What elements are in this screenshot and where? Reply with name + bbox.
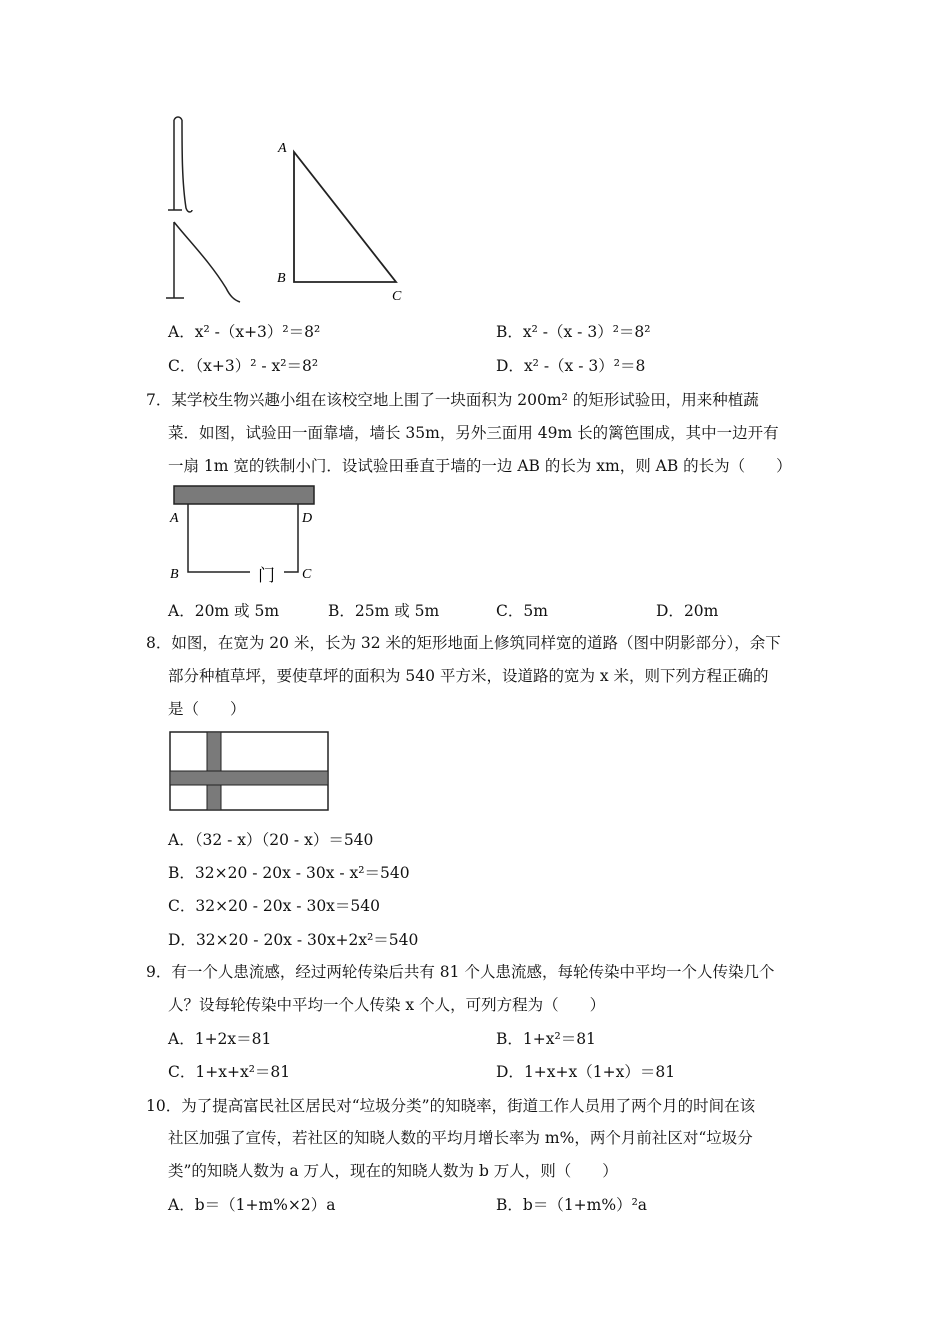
option-text: x² -（x+3）²＝8² bbox=[194, 323, 321, 341]
q6-option-b[interactable] bbox=[496, 320, 651, 342]
option-text: 1+x+x（1+x）＝81 bbox=[523, 1063, 676, 1081]
q6-option-c[interactable] bbox=[168, 354, 318, 376]
q8-stem-line3: 是（ ） bbox=[168, 700, 246, 718]
q7-option-c[interactable] bbox=[496, 599, 548, 621]
q6-option-d[interactable] bbox=[496, 354, 645, 376]
q7-stem-line3: 一扇 1m 宽的铁制小门．设试验田垂直于墙的一边 AB 的长为 xm，则 AB 的长为（ ） bbox=[168, 457, 792, 475]
q10-stem-line1 bbox=[146, 1094, 755, 1116]
q10-stem-line2: 社区加强了宣传，若社区的知晓人数的平均月增长率为 m%，两个月前社区对“垃圾分 bbox=[168, 1129, 753, 1147]
q8-option-c[interactable] bbox=[168, 894, 380, 916]
q10-stem-line3: 类”的知晓人数为 a 万人，现在的知晓人数为 b 万人，则（ ） bbox=[168, 1162, 618, 1180]
door-label: 门 bbox=[258, 566, 275, 585]
option-text: 1+2x＝81 bbox=[194, 1030, 272, 1048]
q8-option-d[interactable] bbox=[168, 928, 418, 950]
label-b: B bbox=[170, 567, 179, 582]
q8-figure bbox=[168, 730, 332, 814]
question-number: 10． bbox=[146, 1097, 182, 1115]
label-a: A bbox=[170, 511, 179, 526]
label-d: D bbox=[302, 511, 313, 526]
option-text: （x+3）² - x²＝8² bbox=[195, 357, 319, 375]
option-text: 32×20 - 20x - 30x - x²＝540 bbox=[194, 864, 410, 882]
q8-stem-line2: 部分种植草坪，要使草坪的面积为 540 平方米，设道路的宽为 x 米，则下列方程正确的 bbox=[168, 667, 769, 685]
q9-option-a[interactable] bbox=[168, 1027, 271, 1049]
option-text: 20m bbox=[683, 602, 719, 620]
question-number: 7． bbox=[146, 391, 172, 409]
option-letter: C． bbox=[168, 897, 196, 915]
option-letter: C． bbox=[496, 602, 524, 620]
option-text: 5m bbox=[523, 602, 548, 620]
option-letter: A． bbox=[168, 831, 195, 849]
q8-option-a[interactable] bbox=[168, 828, 373, 850]
q7-stem-line2: 菜．如图，试验田一面靠墙，墙长 35m，另外三面用 49m 长的篱笆围成，其中一边开有 bbox=[168, 424, 779, 442]
q7-figure bbox=[164, 484, 324, 586]
option-letter: C． bbox=[168, 1063, 196, 1081]
q6-figure bbox=[160, 112, 420, 308]
option-letter: D． bbox=[496, 1063, 524, 1081]
q9-option-d[interactable] bbox=[496, 1060, 675, 1082]
road-horizontal bbox=[170, 771, 328, 785]
q10-option-a[interactable] bbox=[168, 1193, 336, 1215]
question-text: 有一个人患流感，经过两轮传染后共有 81 个人患流感，每轮传染中平均一个人传染几个 bbox=[171, 963, 775, 981]
question-number: 8． bbox=[146, 634, 172, 652]
label-c: C bbox=[302, 567, 312, 582]
option-text: 20m 或 5m bbox=[194, 602, 280, 620]
option-text: 1+x²＝81 bbox=[522, 1030, 596, 1048]
option-letter: D． bbox=[656, 602, 684, 620]
option-text: 25m 或 5m bbox=[354, 602, 440, 620]
option-letter: A． bbox=[168, 602, 195, 620]
q7-option-b[interactable] bbox=[328, 599, 439, 621]
q7-stem-line1 bbox=[146, 388, 759, 410]
option-text: （32 - x）（20 - x）＝540 bbox=[194, 831, 374, 849]
wall bbox=[174, 486, 314, 504]
label-c: C bbox=[392, 289, 402, 304]
question-number: 9． bbox=[146, 963, 172, 981]
fence-left bbox=[188, 504, 250, 572]
option-text: 32×20 - 20x - 30x＝540 bbox=[195, 897, 381, 915]
q9-stem-line1 bbox=[146, 960, 774, 982]
option-text: x² -（x - 3）²＝8² bbox=[522, 323, 651, 341]
q9-option-b[interactable] bbox=[496, 1027, 596, 1049]
label-b: B bbox=[277, 271, 286, 286]
option-letter: B． bbox=[328, 602, 355, 620]
q8-option-b[interactable] bbox=[168, 861, 410, 883]
option-letter: D． bbox=[168, 931, 196, 949]
q10-option-b[interactable] bbox=[496, 1193, 647, 1215]
question-text: 为了提高富民社区居民对“垃圾分类”的知晓率，街道工作人员用了两个月的时间在该 bbox=[181, 1097, 756, 1115]
option-letter: A． bbox=[168, 1196, 195, 1214]
q7-option-d[interactable] bbox=[656, 599, 718, 621]
q6-option-a[interactable] bbox=[168, 320, 320, 342]
question-text: 如图，在宽为 20 米，长为 32 米的矩形地面上修筑同样宽的道路（图中阴影部分），余下 bbox=[171, 634, 781, 652]
fallen-pole-shape bbox=[166, 222, 240, 302]
question-text: 某学校生物兴趣小组在该校空地上围了一块面积为 200m² 的矩形试验田，用来种植蔬 bbox=[171, 391, 759, 409]
q8-stem-line1 bbox=[146, 631, 781, 653]
option-letter: C． bbox=[168, 357, 196, 375]
option-letter: A． bbox=[168, 1030, 195, 1048]
option-letter: B． bbox=[496, 1030, 523, 1048]
option-letter: B． bbox=[168, 864, 195, 882]
option-text: 1+x+x²＝81 bbox=[195, 1063, 291, 1081]
fence-right bbox=[284, 504, 298, 572]
q9-stem-line2: 人？设每轮传染中平均一个人传染 x 个人，可列方程为（ ） bbox=[168, 996, 606, 1014]
pole-shape bbox=[168, 117, 192, 212]
option-letter: D． bbox=[496, 357, 524, 375]
option-text: b＝（1+m%×2）a bbox=[194, 1196, 336, 1214]
option-letter: A． bbox=[168, 323, 195, 341]
option-text: 32×20 - 20x - 30x+2x²＝540 bbox=[195, 931, 419, 949]
right-triangle bbox=[294, 152, 396, 282]
q7-option-a[interactable] bbox=[168, 599, 279, 621]
option-letter: B． bbox=[496, 1196, 523, 1214]
label-a: A bbox=[278, 141, 287, 156]
option-letter: B． bbox=[496, 323, 523, 341]
q9-option-c[interactable] bbox=[168, 1060, 290, 1082]
option-text: b＝（1+m%）²a bbox=[522, 1196, 648, 1214]
option-text: x² -（x - 3）²＝8 bbox=[523, 357, 646, 375]
